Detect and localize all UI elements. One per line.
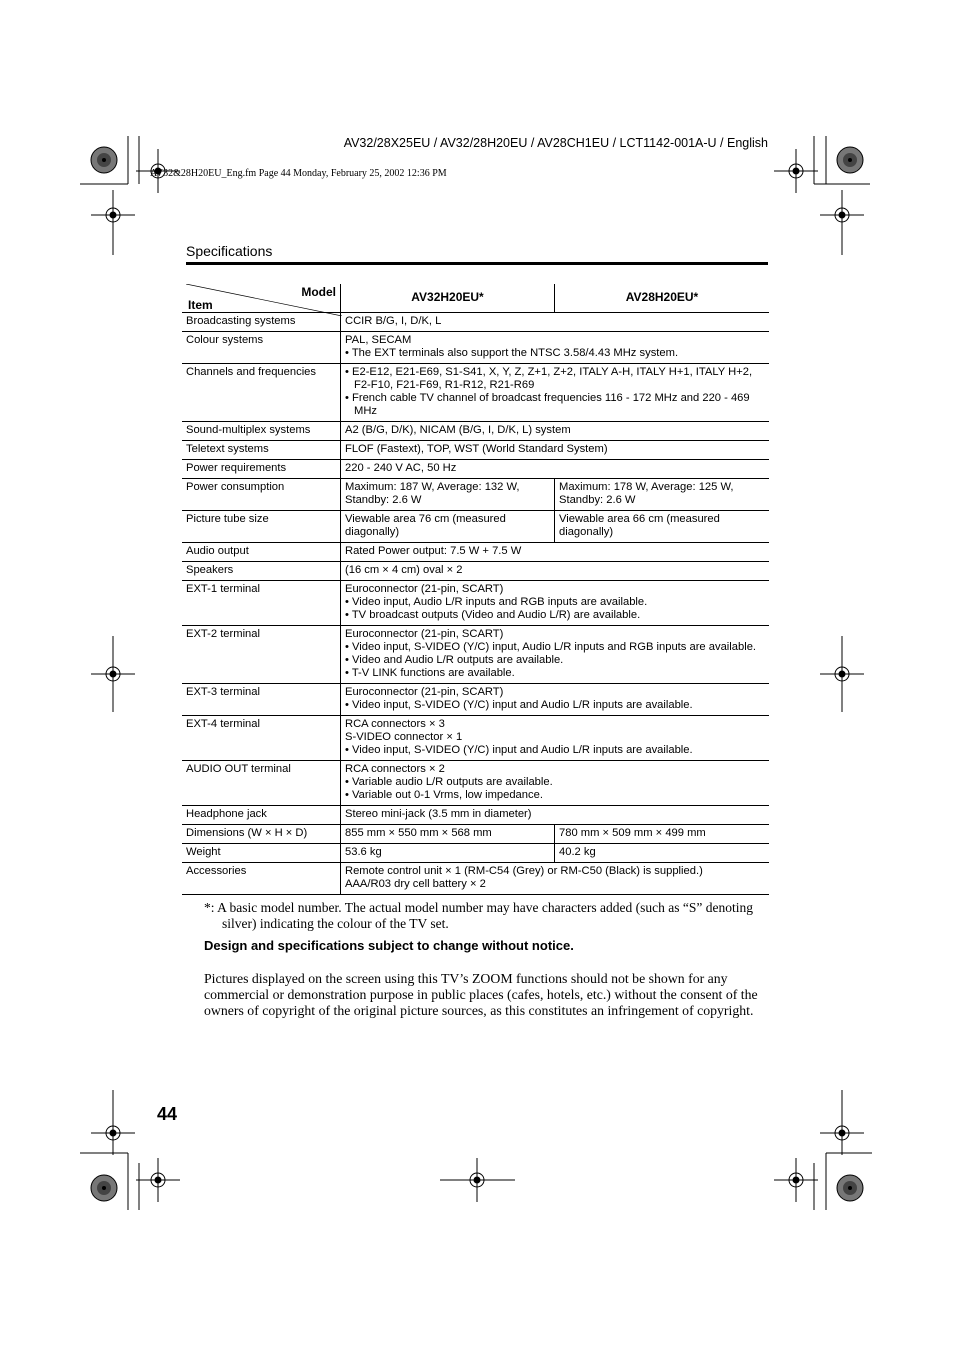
row-value-line: Rated Power output: 7.5 W + 7.5 W [345, 545, 522, 557]
table-row [182, 684, 769, 716]
row-value-line: • Variable audio L/R outputs are available. [345, 776, 553, 788]
footnote: *: A basic model number. The actual model number may have characters added (such as “S” denoting silver) indicating the colour of the TV set. [204, 900, 753, 931]
table-row [182, 626, 769, 684]
row-value-av32 [341, 844, 555, 863]
table-row [182, 364, 769, 422]
row-value-line: Viewable area 76 cm (measured [345, 513, 506, 525]
row-value-line: • Video input, S-VIDEO (Y/C) input and Audio L/R inputs are available. [345, 699, 693, 711]
change-notice: Design and specifications subject to change without notice. [204, 938, 574, 953]
zoom-copyright-paragraph: Pictures displayed on the screen using this TV’s ZOOM functions should not be shown for any commercial or demonstration purpose in public places (cafes, hotels, etc.) without the consent of the owners of copyright of the original picture sources, as this constitutes an infringement of copyright. [204, 971, 758, 1018]
row-value [341, 581, 770, 626]
row-value-line: RCA connectors × 3 [345, 718, 445, 730]
row-item-label: Dimensions (W × H × D) [182, 825, 341, 844]
table-row [182, 844, 769, 863]
row-value-line: 53.6 kg [345, 846, 382, 858]
row-value-line: 40.2 kg [559, 846, 596, 858]
file-info-line: AV32&28H20EU_Eng.fm Page 44 Monday, February 25, 2002 12:36 PM [150, 168, 447, 179]
row-value-line: Standby: 2.6 W [345, 494, 422, 506]
row-item-label: EXT-2 terminal [182, 626, 341, 684]
row-value-line: AAA/R03 dry cell battery × 2 [345, 878, 486, 890]
row-value [341, 684, 770, 716]
row-value-av28 [555, 511, 770, 543]
row-value-line: 780 mm × 509 mm × 499 mm [559, 827, 706, 839]
row-value [341, 364, 770, 422]
row-value [341, 441, 770, 460]
row-value [341, 806, 770, 825]
row-item-label: Headphone jack [182, 806, 341, 825]
row-item-label: Channels and frequencies [182, 364, 341, 422]
row-value-line: Euroconnector (21-pin, SCART) [345, 583, 504, 595]
row-value-line: • Video input, S-VIDEO (Y/C) input and Audio L/R inputs are available. [345, 744, 693, 756]
row-value-line: Euroconnector (21-pin, SCART) [345, 686, 504, 698]
row-value-line: • The EXT terminals also support the NTSC 3.58/4.43 MHz system. [345, 347, 679, 359]
spec-table [182, 284, 769, 895]
corner-model-label: Model [301, 285, 336, 299]
row-value-av28 [555, 479, 770, 511]
table-row [182, 562, 769, 581]
section-title: Specifications [186, 243, 273, 259]
table-row [182, 422, 769, 441]
row-item-label: Picture tube size [182, 511, 341, 543]
row-item-label: EXT-4 terminal [182, 716, 341, 761]
row-item-label: Speakers [182, 562, 341, 581]
table-row [182, 863, 769, 895]
row-value-av32 [341, 825, 555, 844]
row-value [341, 460, 770, 479]
table-row [182, 806, 769, 825]
table-row [182, 761, 769, 806]
row-value [341, 863, 770, 895]
row-value-av32 [341, 511, 555, 543]
table-corner-cell [182, 284, 341, 313]
row-value-line: diagonally) [559, 526, 614, 538]
row-value-line: Maximum: 178 W, Average: 125 W, [559, 481, 734, 493]
row-value [341, 543, 770, 562]
row-value-line: Stereo mini-jack (3.5 mm in diameter) [345, 808, 532, 820]
table-row [182, 825, 769, 844]
row-value-line: • French cable TV channel of broadcast frequencies 116 - 172 MHz and 220 - 469 MHz [345, 392, 750, 417]
row-item-label: Power consumption [182, 479, 341, 511]
row-item-label: EXT-1 terminal [182, 581, 341, 626]
row-value-line: 220 - 240 V AC, 50 Hz [345, 462, 457, 474]
row-item-label: Accessories [182, 863, 341, 895]
table-row [182, 581, 769, 626]
table-row [182, 460, 769, 479]
row-value-av28 [555, 825, 770, 844]
row-value-line: • Video and Audio L/R outputs are available. [345, 654, 564, 666]
row-value-av32 [341, 479, 555, 511]
table-row [182, 716, 769, 761]
row-value [341, 422, 770, 441]
row-value-line: diagonally) [345, 526, 400, 538]
row-item-label: Teletext systems [182, 441, 341, 460]
row-value [341, 332, 770, 364]
row-value [341, 313, 770, 332]
section-rule [186, 262, 768, 265]
row-value-line: Viewable area 66 cm (measured [559, 513, 720, 525]
table-row [182, 511, 769, 543]
table-row [182, 332, 769, 364]
row-value-line: 855 mm × 550 mm × 568 mm [345, 827, 492, 839]
row-item-label: Power requirements [182, 460, 341, 479]
row-value-line: • E2-E12, E21-E69, S1-S41, X, Y, Z, Z+1, Z+2, ITALY A-H, ITALY H+1, ITALY H+2, F2-F10, F21-F69, R1-R12, R21-R69 [345, 366, 753, 391]
row-value-line: A2 (B/G, D/K), NICAM (B/G, I, D/K, L) system [345, 424, 571, 436]
row-value-line: CCIR B/G, I, D/K, L [345, 315, 442, 327]
row-value-line: (16 cm × 4 cm) oval × 2 [345, 564, 463, 576]
row-value-line: • T-V LINK functions are available. [345, 667, 515, 679]
row-item-label: Broadcasting systems [182, 313, 341, 332]
document-header: AV32/28X25EU / AV32/28H20EU / AV28CH1EU / LCT1142-001A-U / English [343, 136, 768, 150]
row-item-label: Weight [182, 844, 341, 863]
table-header-row [182, 284, 769, 313]
row-value [341, 761, 770, 806]
row-value-line: Standby: 2.6 W [559, 494, 636, 506]
row-value [341, 716, 770, 761]
column-header-av28: AV28H20EU* [555, 284, 770, 313]
row-value [341, 626, 770, 684]
row-item-label: Colour systems [182, 332, 341, 364]
table-row [182, 543, 769, 562]
table-row [182, 441, 769, 460]
row-value-line: • Variable out 0-1 Vrms, low impedance. [345, 789, 543, 801]
row-value-line: PAL, SECAM [345, 334, 412, 346]
corner-item-label: Item [188, 298, 213, 312]
row-value-line: RCA connectors × 2 [345, 763, 445, 775]
row-item-label: Sound-multiplex systems [182, 422, 341, 441]
row-value-line: • Video input, S-VIDEO (Y/C) input, Audio L/R inputs and RGB inputs are available. [345, 641, 757, 653]
row-value [341, 562, 770, 581]
row-value-line: Remote control unit × 1 (RM-C54 (Grey) or RM-C50 (Black) is supplied.) [345, 865, 703, 877]
row-item-label: EXT-3 terminal [182, 684, 341, 716]
row-item-label: AUDIO OUT terminal [182, 761, 341, 806]
row-value-line: Maximum: 187 W, Average: 132 W, [345, 481, 520, 493]
column-header-av32: AV32H20EU* [341, 284, 555, 313]
table-row [182, 479, 769, 511]
row-value-line: • TV broadcast outputs (Video and Audio L/R) are available. [345, 609, 641, 621]
row-item-label: Audio output [182, 543, 341, 562]
row-value-av28 [555, 844, 770, 863]
page-number: 44 [157, 1104, 178, 1124]
row-value-line: • Video input, Audio L/R inputs and RGB inputs are available. [345, 596, 648, 608]
row-value-line: Euroconnector (21-pin, SCART) [345, 628, 504, 640]
row-value-line: FLOF (Fastext), TOP, WST (World Standard System) [345, 443, 608, 455]
row-value-line: S-VIDEO connector × 1 [345, 731, 463, 743]
